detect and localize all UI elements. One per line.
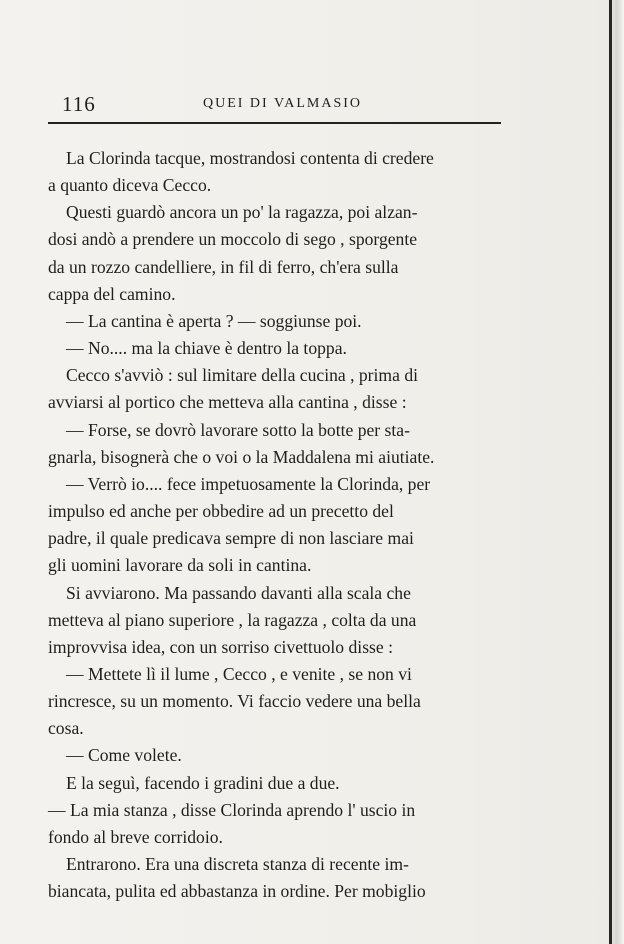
text-line: dosi andò a prendere un moccolo di sego , sporgente [48, 229, 418, 250]
text-line: — Mettete lì il lume , Cecco , e venite , se non vi [66, 663, 412, 684]
text-line: La Clorinda tacque, mostrandosi contenta di credere [66, 148, 434, 168]
text-line: E la seguì, facendo i gradini due a due. [66, 772, 340, 793]
text-line: avviarsi al portico che metteva alla cantina , disse : [48, 392, 407, 413]
text-line: impulso ed anche per obbedire ad un precetto del [48, 501, 394, 522]
text-line: padre, il quale predicava sempre di non lasciare mai [48, 528, 414, 549]
text-line: cosa. [48, 718, 84, 739]
header-rule [48, 122, 501, 124]
text-line: metteva al piano superiore , la ragazza , colta da una [48, 609, 417, 630]
text-line: — Verrò io.... fece impetuosamente la Clorinda, per [66, 473, 431, 494]
text-line: — Come volete. [66, 745, 182, 766]
page-number: 116 [62, 92, 96, 116]
text-line: Questi guardò ancora un po' la ragazza, poi alzan- [66, 202, 418, 223]
running-title: QUEI DI VALMASIO [203, 96, 363, 111]
text-line: cappa del camino. [48, 283, 176, 304]
page-edge [610, 0, 624, 944]
text-line: — Forse, se dovrò lavorare sotto la botte per sta- [66, 419, 410, 440]
body-text [48, 145, 518, 905]
text-line: a quanto diceva Cecco. [48, 175, 212, 196]
text-line: — La cantina è aperta ? — soggiunse poi. [66, 310, 362, 331]
text-line: da un rozzo candelliere, in fil di ferro, ch'era sulla [48, 256, 399, 277]
text-line: Si avviarono. Ma passando davanti alla scala che [66, 582, 411, 603]
text-line: gnarla, bisognerà che o voi o la Maddalena mi aiutiate. [48, 446, 435, 467]
text-line: fondo al breve corridoio. [48, 826, 223, 847]
text-line: — No.... ma la chiave è dentro la toppa. [66, 338, 347, 359]
text-line: biancata, pulita ed abbastanza in ordine. Per mobiglio [48, 881, 426, 902]
binding-edge-line [609, 0, 612, 944]
text-line: gli uomini lavorare da soli in cantina. [48, 555, 312, 576]
running-header [48, 88, 501, 118]
text-line: — La mia stanza , disse Clorinda aprendo l' uscio in [48, 799, 416, 820]
text-line: Entrarono. Era una discreta stanza di recente im- [66, 854, 409, 875]
text-line: improvvisa idea, con un sorriso civettuolo disse : [48, 636, 393, 657]
text-line: rincresce, su un momento. Vi faccio vedere una bella [48, 691, 421, 712]
text-line: Cecco s'avviò : sul limitare della cucina , prima di [66, 365, 419, 386]
